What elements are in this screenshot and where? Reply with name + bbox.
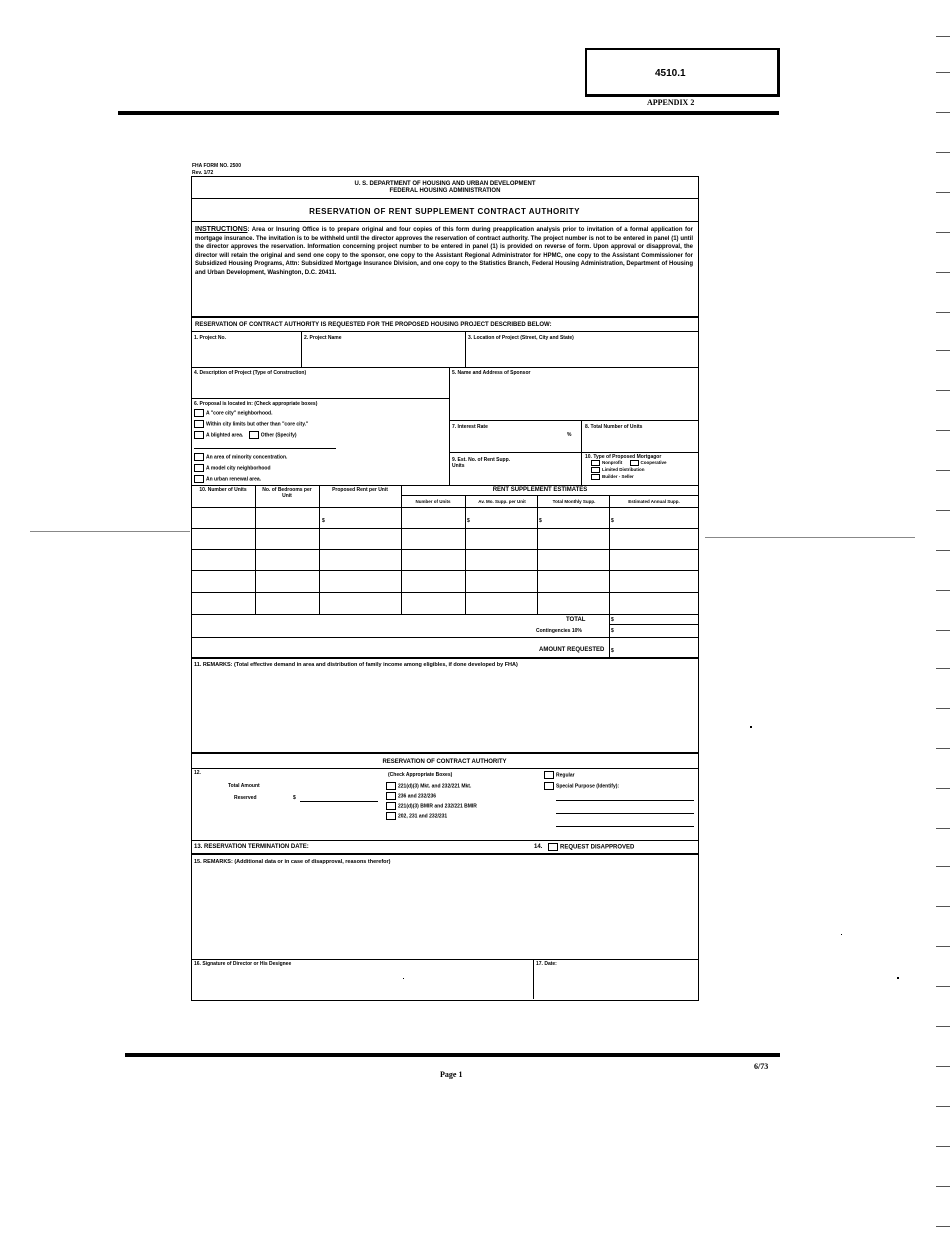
header-rule — [118, 111, 779, 115]
checkbox[interactable] — [386, 812, 396, 820]
field-location[interactable]: 3. Location of Project (Street, City and State) — [468, 335, 574, 341]
option-core-city[interactable] — [194, 409, 273, 417]
dollar-sign: $ — [611, 518, 614, 524]
field-interest-rate[interactable]: 7. Interest Rate — [452, 424, 488, 430]
divider — [609, 495, 610, 658]
instructions-text: : Area or Insuring Office is to prepare original and four copies of this form during preapplication analysis prior to invitation of a formal application for mortgage insurance. The invitation is to be withheld until the director approves the reservation of contract authority. The project number is not to be entered in panel (1) until the director approves the reservation. Information concerning project number to be entered in panel (1) is provided on reverse of form. Upon approval or disapproval, the director will retain the original and send one copy to the sponsor, one copy to the Assistant Regional Administrator for HPMC, one copy to the Assistant Commissioner for Subsidized Housing Programs, Attn: Subsidized Mortgage Insurance Division, and one copy to the Statistics Branch, Federal Housing Administration, Department of Housing and Urban Development, Washington, D.C. 20411. — [195, 227, 693, 276]
document-number: 4510.1 — [655, 68, 686, 79]
option-special-purpose[interactable] — [544, 782, 619, 790]
option-regular[interactable] — [544, 771, 575, 779]
table-row — [191, 528, 698, 529]
reserved-amount-field[interactable] — [300, 801, 378, 802]
scan-speck — [403, 978, 404, 979]
scan-artifact — [705, 537, 915, 538]
field-signature[interactable]: 16. Signature of Director or His Designee — [194, 961, 292, 967]
divider — [319, 485, 320, 615]
option-blighted[interactable] — [194, 431, 297, 439]
divider — [465, 495, 466, 615]
option-label: 221(d)(3) BMIR and 232/221 BMIR — [398, 803, 477, 810]
divider — [191, 316, 698, 318]
option-builder[interactable] — [591, 474, 634, 480]
divider — [191, 657, 698, 659]
col-total-monthly: Total Monthly Supp. — [552, 499, 596, 504]
col-number-of-units: Number of Units — [415, 499, 451, 504]
option-label: A blighted area. — [206, 432, 244, 439]
field-rent-supp-units[interactable]: 9. Est. No. of Rent Supp. Units — [452, 457, 511, 469]
divider — [191, 752, 698, 754]
option-label: An urban renewal area. — [206, 476, 262, 483]
field-project-no[interactable]: 1. Project No. — [194, 335, 226, 341]
divider — [449, 367, 450, 485]
divider — [191, 637, 698, 638]
col-proposed-rent: Proposed Rent per Unit — [332, 487, 388, 493]
divider — [449, 420, 698, 421]
special-purpose-line[interactable] — [556, 813, 694, 814]
divider — [191, 840, 698, 841]
checkbox[interactable] — [194, 431, 204, 439]
section-236[interactable] — [386, 792, 436, 800]
option-label: Regular — [556, 772, 575, 779]
option-model-city[interactable] — [194, 464, 271, 472]
divider — [609, 624, 698, 625]
instructions — [195, 226, 693, 278]
footer-date: 6/73 — [754, 1062, 769, 1071]
divider — [191, 768, 698, 769]
option-nonprofit[interactable] — [591, 460, 667, 466]
col-av-supp: Av. Mo. Supp. per Unit — [478, 499, 526, 504]
col-annual-supp: Estimated Annual Supp. — [628, 499, 680, 504]
checkbox[interactable] — [591, 467, 600, 473]
table-row — [191, 614, 698, 615]
agency-line-2: FEDERAL HOUSING ADMINISTRATION — [389, 188, 501, 194]
option-limited[interactable] — [591, 467, 645, 473]
dollar-sign: $ — [611, 648, 614, 654]
scan-speck — [750, 726, 752, 728]
field-14-number: 14. — [534, 844, 543, 850]
field-total-units[interactable]: 8. Total Number of Units — [585, 424, 643, 430]
option-label: REQUEST DISAPPROVED — [560, 844, 635, 851]
option-label: 221(d)(3) Mkt. and 232/221 Mkt. — [398, 783, 472, 790]
field-project-name[interactable]: 2. Project Name — [304, 335, 342, 341]
divider — [191, 853, 698, 855]
checkbox[interactable] — [544, 782, 554, 790]
divider — [401, 485, 402, 615]
dollar-sign: $ — [611, 628, 614, 634]
checkbox[interactable] — [249, 431, 259, 439]
dollar-sign: $ — [611, 617, 614, 623]
field-description[interactable]: 4. Description of Project (Type of Construction) — [194, 370, 307, 376]
field-mortgagor-type: 10. Type of Proposed Mortgagor — [585, 454, 662, 460]
scan-artifact — [30, 531, 190, 532]
field-location-type: 6. Proposal is located in: (Check appropriate boxes) — [194, 401, 318, 407]
checkbox[interactable] — [194, 420, 204, 428]
option-urban-renewal[interactable] — [194, 475, 261, 483]
divider — [401, 495, 698, 496]
field-date[interactable]: 17. Date: — [536, 961, 557, 967]
request-line: RESERVATION OF CONTRACT AUTHORITY IS REQUESTED FOR THE PROPOSED HOUSING PROJECT DESCRIBED BELOW: — [195, 322, 552, 328]
option-label: 236 and 232/236 — [398, 793, 437, 800]
divider — [537, 495, 538, 615]
percent-sign: % — [567, 432, 572, 438]
form-number: FHA FORM NO. 2500 — [192, 163, 241, 169]
field-remarks-demand[interactable]: 11. REMARKS: (Total effective demand in area and distribution of family income among eligibles, if done developed by FHA) — [194, 662, 518, 668]
divider — [191, 959, 698, 960]
total-label: TOTAL — [566, 617, 586, 623]
section-221-mkt[interactable] — [386, 782, 471, 790]
col-units: 10. Number of Units — [199, 487, 247, 493]
appendix-label: APPENDIX 2 — [647, 98, 695, 107]
dollar-sign: $ — [293, 795, 296, 801]
option-label: Builder - Seller — [602, 474, 634, 480]
document-number-box — [585, 48, 780, 97]
field-sponsor[interactable]: 5. Name and Address of Sponsor — [452, 370, 531, 376]
option-label: A model city neighborhood — [206, 465, 271, 472]
checkbox[interactable] — [591, 460, 600, 466]
divider — [191, 507, 698, 508]
col-bedrooms: No. of Bedrooms per Unit — [262, 487, 312, 499]
form-revision: Rev. 1/72 — [192, 170, 214, 176]
checkbox[interactable] — [194, 464, 204, 472]
checkbox[interactable] — [386, 802, 396, 810]
estimates-header: RENT SUPPLEMENT ESTIMATES — [492, 487, 588, 493]
reservation-header: RESERVATION OF CONTRACT AUTHORITY — [382, 759, 507, 765]
divider — [191, 331, 698, 332]
checkbox[interactable] — [548, 843, 558, 851]
option-minority[interactable] — [194, 453, 287, 461]
scan-speck — [841, 934, 842, 935]
divider — [465, 331, 466, 368]
request-disapproved[interactable] — [548, 843, 634, 852]
table-row — [191, 592, 698, 593]
option-label: Limited Distribution — [602, 467, 645, 473]
contingencies-label: Contingencies 10% — [536, 628, 582, 634]
option-within-city[interactable] — [194, 420, 308, 428]
option-label: Other (Specify) — [260, 432, 297, 439]
option-label: Within city limits but other than "core city." — [206, 421, 309, 428]
field-remarks-disapproval[interactable]: 15. REMARKS: (Additional data or in case of disapproval, reasons therefor) — [194, 859, 391, 865]
checkbox[interactable] — [386, 782, 396, 790]
scan-speck — [897, 977, 899, 979]
dollar-sign: $ — [322, 518, 325, 524]
divider — [191, 198, 698, 199]
field-termination-date[interactable]: 13. RESERVATION TERMINATION DATE: — [194, 844, 309, 850]
checkbox[interactable] — [194, 475, 204, 483]
divider — [191, 367, 698, 368]
reserved-label: Reserved — [234, 795, 257, 801]
section-221-bmir[interactable] — [386, 802, 477, 810]
checkbox[interactable] — [544, 771, 554, 779]
amount-requested-label: AMOUNT REQUESTED — [539, 647, 605, 653]
form-frame — [191, 176, 699, 1001]
divider — [449, 452, 698, 453]
total-amount-label: Total Amount — [228, 783, 260, 789]
field-12-label: 12. — [194, 770, 201, 776]
divider — [191, 398, 449, 399]
option-label: Cooperative — [640, 460, 667, 466]
option-label: An area of minority concentration. — [206, 454, 288, 461]
special-purpose-line[interactable] — [556, 800, 694, 801]
checkbox[interactable] — [194, 453, 204, 461]
section-202[interactable] — [386, 812, 447, 820]
form-title: RESERVATION OF RENT SUPPLEMENT CONTRACT AUTHORITY — [309, 207, 580, 216]
agency-line-1: U. S. DEPARTMENT OF HOUSING AND URBAN DEVELOPMENT — [354, 181, 536, 187]
divider — [191, 221, 698, 222]
divider — [301, 331, 302, 368]
divider — [255, 485, 256, 615]
instructions-label: INSTRUCTIONS — [195, 226, 248, 233]
check-boxes-note: (Check Appropriate Boxes) — [388, 772, 453, 778]
table-row — [191, 549, 698, 550]
dollar-sign: $ — [467, 518, 470, 524]
special-purpose-line[interactable] — [556, 826, 694, 827]
footer-rule — [125, 1053, 780, 1057]
blank-line — [194, 448, 336, 449]
checkbox[interactable] — [591, 474, 600, 480]
dollar-sign: $ — [539, 518, 542, 524]
table-row — [191, 570, 698, 571]
option-label: 202, 231 and 232/231 — [398, 813, 448, 820]
checkbox[interactable] — [386, 792, 396, 800]
divider — [191, 485, 698, 486]
page-number: Page 1 — [440, 1070, 463, 1079]
option-label: Nonprofit — [602, 460, 623, 466]
option-label: A "core city" neighborhood. — [206, 410, 273, 417]
checkbox[interactable] — [630, 460, 639, 466]
option-label: Special Purpose (Identify): — [556, 783, 620, 790]
checkbox[interactable] — [194, 409, 204, 417]
divider — [533, 959, 534, 999]
